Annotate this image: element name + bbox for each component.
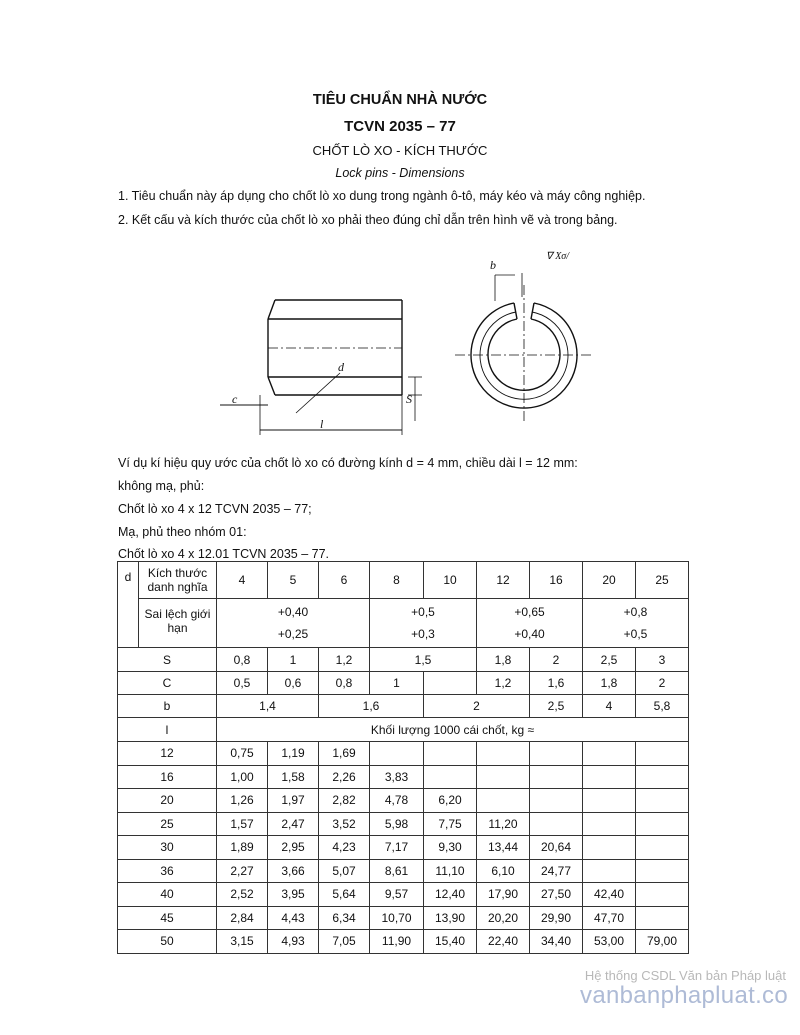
header-s: S (118, 648, 217, 672)
standard-title: CHỐT LÒ XO - KÍCH THƯỚC (312, 143, 488, 158)
mass-cell: 13,44 (477, 836, 530, 860)
size-cell: 6 (319, 562, 370, 599)
mass-cell (583, 859, 636, 883)
length-cell: 16 (118, 765, 217, 789)
standard-heading: TIÊU CHUẨN NHÀ NƯỚC (312, 92, 488, 108)
mass-cell: 53,00 (583, 930, 636, 954)
size-cell: 10 (424, 562, 477, 599)
size-cell: 25 (636, 562, 689, 599)
mass-cell: 10,70 (370, 906, 424, 930)
table-row-s (118, 648, 689, 672)
mass-cell: 6,20 (424, 789, 477, 813)
mass-cell: 9,57 (370, 883, 424, 907)
mass-cell: 3,15 (217, 930, 268, 954)
header-d: d (118, 562, 139, 648)
table-row (118, 812, 689, 836)
table-row-deviation (118, 599, 689, 648)
deviation-lower: +0,40 (514, 627, 545, 641)
mass-cell: 5,07 (319, 859, 370, 883)
mass-cell: 5,98 (370, 812, 424, 836)
mass-cell: 1,89 (217, 836, 268, 860)
label-l: l (320, 417, 324, 431)
header-nominal: Kích thước danh nghĩa (139, 562, 217, 599)
mass-cell: 2,82 (319, 789, 370, 813)
c-cell: 1 (370, 672, 424, 695)
deviation-cell (217, 599, 370, 648)
mass-cell: 29,90 (530, 906, 583, 930)
mass-cell: 7,05 (319, 930, 370, 954)
header-mass: Khối lượng 1000 cái chốt, kg ≈ (217, 718, 689, 742)
mass-cell (530, 812, 583, 836)
s-cell: 1 (268, 648, 319, 672)
header-deviation: Sai lệch giới hạn (139, 599, 217, 648)
mass-cell: 42,40 (583, 883, 636, 907)
mass-cell: 1,69 (319, 742, 370, 766)
table-row (118, 836, 689, 860)
header-l: l (118, 718, 217, 742)
length-cell: 12 (118, 742, 217, 766)
designation-uncoated: Chốt lò xo 4 x 12 TCVN 2035 – 77; (118, 502, 312, 516)
deviation-upper: +0,40 (277, 605, 309, 619)
length-cell: 25 (118, 812, 217, 836)
s-cell: 3 (636, 648, 689, 672)
paragraph-uncoated: không mạ, phủ: (118, 479, 205, 493)
mass-cell (583, 812, 636, 836)
label-b: b (490, 258, 496, 272)
length-cell: 40 (118, 883, 217, 907)
table-row (118, 930, 689, 954)
paragraph-example: Ví dụ kí hiệu quy ước của chốt lò xo có đường kính d = 4 mm, chiều dài l = 12 mm: (118, 456, 578, 470)
deviation-cell (477, 599, 583, 648)
mass-cell: 4,23 (319, 836, 370, 860)
s-cell: 2 (530, 648, 583, 672)
c-cell (424, 672, 477, 695)
label-d: d (338, 360, 344, 374)
b-cell: 5,8 (636, 695, 689, 718)
mass-cell: 3,66 (268, 859, 319, 883)
mass-cell: 7,17 (370, 836, 424, 860)
b-cell: 2,5 (530, 695, 583, 718)
mass-cell (370, 742, 424, 766)
c-cell: 0,8 (319, 672, 370, 695)
length-cell: 36 (118, 859, 217, 883)
mass-cell: 27,50 (530, 883, 583, 907)
mass-cell: 1,00 (217, 765, 268, 789)
s-cell: 0,8 (217, 648, 268, 672)
c-cell: 1,2 (477, 672, 530, 695)
mass-cell: 6,34 (319, 906, 370, 930)
mass-cell (636, 765, 689, 789)
mass-cell: 1,26 (217, 789, 268, 813)
mass-cell (424, 742, 477, 766)
mass-cell (636, 742, 689, 766)
mass-cell: 2,52 (217, 883, 268, 907)
table-row-b (118, 695, 689, 718)
deviation-lower: +0,3 (411, 627, 435, 641)
c-cell: 1,6 (530, 672, 583, 695)
mass-cell: 7,75 (424, 812, 477, 836)
mass-cell: 1,19 (268, 742, 319, 766)
mass-cell: 11,90 (370, 930, 424, 954)
label-s: S (406, 392, 412, 406)
mass-cell: 11,10 (424, 859, 477, 883)
watermark-site: vanbanphapluat.co (580, 982, 788, 1009)
mass-cell: 5,64 (319, 883, 370, 907)
deviation-lower: +0,25 (277, 627, 309, 641)
mass-cell: 4,43 (268, 906, 319, 930)
deviation-upper: +0,8 (623, 605, 648, 619)
mass-cell: 9,30 (424, 836, 477, 860)
b-cell: 1,4 (217, 695, 319, 718)
length-cell: 30 (118, 836, 217, 860)
mass-cell (583, 789, 636, 813)
mass-cell (636, 906, 689, 930)
mass-cell: 34,40 (530, 930, 583, 954)
header-c: C (118, 672, 217, 695)
mass-cell (636, 836, 689, 860)
table-row (118, 906, 689, 930)
c-cell: 0,5 (217, 672, 268, 695)
table-row-c (118, 672, 689, 695)
mass-cell: 13,90 (424, 906, 477, 930)
mass-cell: 3,83 (370, 765, 424, 789)
mass-cell: 1,57 (217, 812, 268, 836)
mass-cell (530, 789, 583, 813)
mass-cell: 20,64 (530, 836, 583, 860)
mass-cell (583, 742, 636, 766)
size-cell: 20 (583, 562, 636, 599)
technical-drawing (210, 245, 610, 445)
header-b: b (118, 695, 217, 718)
designation-coated: Chốt lò xo 4 x 12.01 TCVN 2035 – 77. (118, 547, 330, 561)
mass-cell (583, 765, 636, 789)
mass-cell: 2,84 (217, 906, 268, 930)
mass-cell: 79,00 (636, 930, 689, 954)
deviation-lower: +0,5 (623, 627, 648, 641)
mass-cell: 8,61 (370, 859, 424, 883)
mass-cell: 1,58 (268, 765, 319, 789)
paragraph-coated: Mạ, phủ theo nhóm 01: (118, 525, 247, 539)
length-cell: 50 (118, 930, 217, 954)
table-row (118, 765, 689, 789)
c-cell: 1,8 (583, 672, 636, 695)
pin-side-view (220, 300, 422, 435)
paragraph-construction: 2. Kết cấu và kích thước của chốt lò xo phải theo đúng chỉ dẫn trên hình vẽ và trong bảng. (118, 213, 618, 227)
mass-cell: 6,10 (477, 859, 530, 883)
standard-title-english: Lock pins - Dimensions (335, 166, 465, 180)
table-body (118, 562, 689, 954)
mass-cell (636, 859, 689, 883)
deviation-upper: +0,5 (411, 605, 435, 619)
mass-cell: 0,75 (217, 742, 268, 766)
mass-cell: 15,40 (424, 930, 477, 954)
mass-cell: 12,40 (424, 883, 477, 907)
mass-cell: 4,78 (370, 789, 424, 813)
size-cell: 5 (268, 562, 319, 599)
size-cell: 4 (217, 562, 268, 599)
deviation-upper: +0,65 (514, 605, 545, 619)
table-row (118, 883, 689, 907)
size-cell: 16 (530, 562, 583, 599)
length-cell: 45 (118, 906, 217, 930)
table-row (118, 789, 689, 813)
pin-end-view (455, 273, 593, 423)
s-cell: 2,5 (583, 648, 636, 672)
table-row-nominal (118, 562, 689, 599)
mass-cell (636, 883, 689, 907)
mass-cell: 22,40 (477, 930, 530, 954)
mass-cell (477, 789, 530, 813)
mass-cell: 3,95 (268, 883, 319, 907)
b-cell: 2 (424, 695, 530, 718)
mass-cell: 11,20 (477, 812, 530, 836)
table-row-l-header (118, 718, 689, 742)
mass-cell: 2,26 (319, 765, 370, 789)
mass-cell (636, 789, 689, 813)
mass-cell: 3,52 (319, 812, 370, 836)
paragraph-scope: 1. Tiêu chuẩn này áp dụng cho chốt lò xo dung trong ngành ô-tô, máy kéo và máy công nghiệp. (118, 189, 646, 203)
length-cell: 20 (118, 789, 217, 813)
size-cell: 12 (477, 562, 530, 599)
label-c: c (232, 392, 238, 406)
size-cell: 8 (370, 562, 424, 599)
mass-cell (477, 742, 530, 766)
b-cell: 4 (583, 695, 636, 718)
s-cell: 1,5 (370, 648, 477, 672)
deviation-cell (370, 599, 477, 648)
mass-cell (530, 742, 583, 766)
mass-cell (477, 765, 530, 789)
roughness-symbol: ∇ Xσ/ (546, 251, 570, 262)
mass-cell: 2,47 (268, 812, 319, 836)
mass-cell: 47,70 (583, 906, 636, 930)
mass-cell: 24,77 (530, 859, 583, 883)
mass-cell (636, 812, 689, 836)
watermark-caption: Hệ thống CSDL Văn bản Pháp luật (584, 968, 786, 983)
dimensions-table (117, 561, 689, 954)
mass-cell (530, 765, 583, 789)
c-cell: 2 (636, 672, 689, 695)
mass-cell: 20,20 (477, 906, 530, 930)
standard-code: TCVN 2035 – 77 (344, 118, 456, 135)
mass-cell (583, 836, 636, 860)
mass-cell (424, 765, 477, 789)
mass-cell: 4,93 (268, 930, 319, 954)
mass-cell: 17,90 (477, 883, 530, 907)
mass-cell: 2,27 (217, 859, 268, 883)
mass-cell: 1,97 (268, 789, 319, 813)
table-row (118, 742, 689, 766)
s-cell: 1,2 (319, 648, 370, 672)
deviation-cell (583, 599, 689, 648)
mass-cell: 2,95 (268, 836, 319, 860)
b-cell: 1,6 (319, 695, 424, 718)
c-cell: 0,6 (268, 672, 319, 695)
table-row (118, 859, 689, 883)
s-cell: 1,8 (477, 648, 530, 672)
